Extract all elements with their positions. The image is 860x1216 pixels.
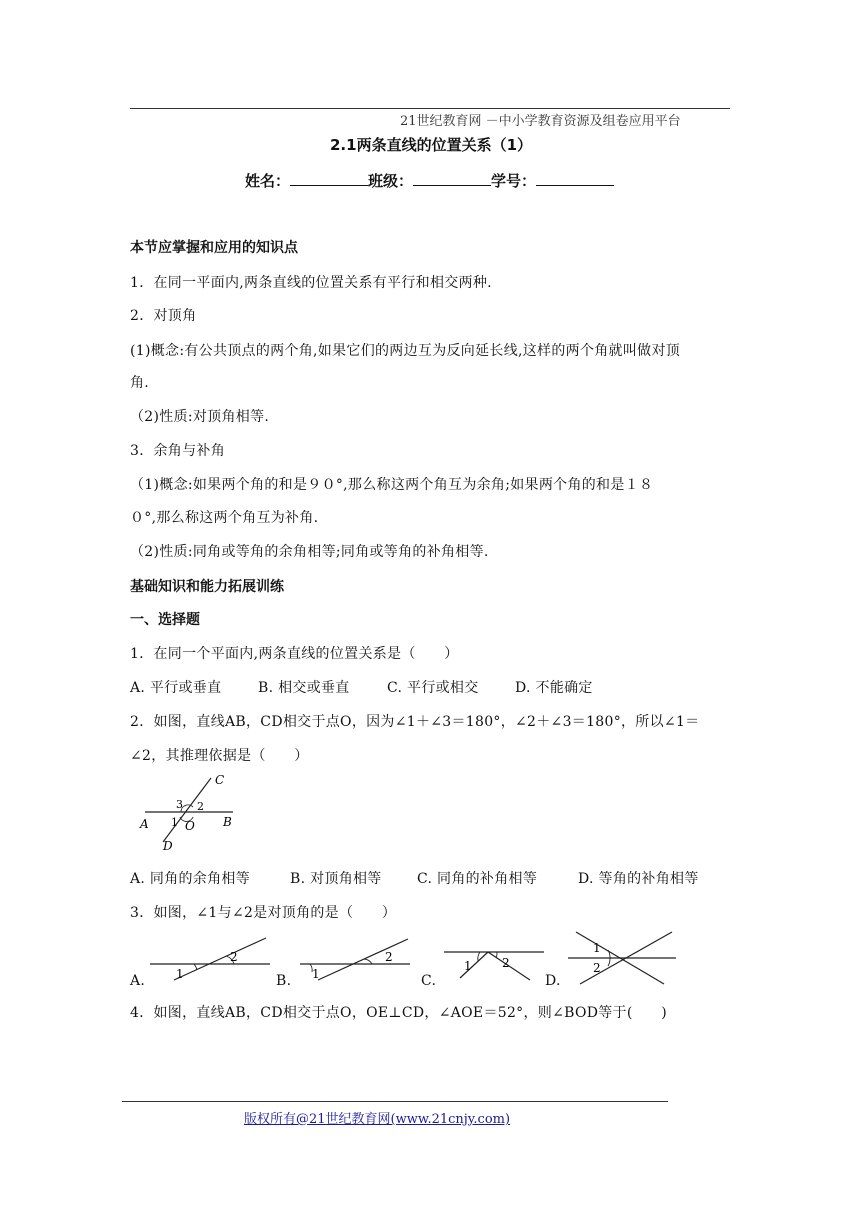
id-label: 学号：: [491, 172, 537, 190]
class-blank[interactable]: [413, 171, 491, 186]
q2-option-b[interactable]: B. 对顶角相等: [290, 871, 382, 887]
q3-stem: 3．如图，∠1与∠2是对顶角的是（ ）: [130, 905, 397, 921]
header-rule: [130, 108, 730, 109]
q2-label-2: 2: [197, 800, 204, 813]
q3-option-d[interactable]: D.: [545, 973, 561, 989]
q1-option-d[interactable]: D. 不能确定: [515, 680, 593, 696]
knowledge-line-8: ０°,那么称这两个角互为补角.: [130, 510, 319, 526]
section-choice: 一、选择题: [130, 612, 200, 628]
q3-option-a[interactable]: A.: [130, 973, 146, 989]
q1-option-b[interactable]: B. 相交或垂直: [258, 680, 350, 696]
q3b-label-1: 1: [312, 967, 320, 981]
knowledge-line-4: 角.: [130, 375, 150, 391]
q3c-label-2: 2: [502, 956, 510, 970]
q3d-label-2: 2: [593, 961, 601, 975]
q1-option-c[interactable]: C. 平行或相交: [387, 680, 479, 696]
q2-option-d[interactable]: D. 等角的补角相等: [578, 871, 699, 887]
knowledge-line-5: （2)性质:对顶角相等.: [130, 409, 270, 425]
name-blank[interactable]: [290, 171, 368, 186]
knowledge-line-2: 2．对顶角: [130, 308, 197, 324]
knowledge-line-3: (1)概念:有公共顶点的两个角,如果它们的两边互为反向延长线,这样的两个角就叫做对顶: [130, 343, 681, 359]
knowledge-heading: 本节应掌握和应用的知识点: [130, 240, 298, 256]
q2-label-d: D: [163, 839, 173, 852]
training-heading: 基础知识和能力拓展训练: [130, 579, 284, 595]
knowledge-line-7: （1)概念:如果两个角的和是９０°,那么称这两个角互为余角;如果两个角的和是１８: [130, 477, 654, 493]
q3d-label-1: 1: [593, 941, 601, 955]
q3c-label-1: 1: [464, 959, 472, 973]
q3-figure-b: [298, 934, 414, 984]
footer-rule: [122, 1101, 668, 1102]
q2-option-c[interactable]: C. 同角的补角相等: [417, 871, 538, 887]
page-title: 2.1两条直线的位置关系（1）: [330, 136, 533, 154]
q2-label-o: O: [185, 819, 195, 833]
q3a-label-2: 2: [230, 950, 238, 964]
q2-figure: [135, 772, 245, 852]
q4-stem: 4．如图，直线AB，CD相交于点O，OE⊥CD，∠AOE＝52°，则∠BOD等于( ): [130, 1005, 667, 1021]
student-info: [245, 170, 614, 191]
header-site: 21世纪教育网 －中小学教育资源及组卷应用平台: [400, 114, 681, 129]
q2-label-c: C: [215, 773, 225, 787]
name-label: 姓名：: [245, 172, 291, 190]
q2-label-a: A: [140, 817, 149, 831]
knowledge-line-9: （2)性质:同角或等角的余角相等;同角或等角的补角相等.: [130, 544, 489, 560]
q1-stem: 1．在同一个平面内,两条直线的位置关系是（ ）: [130, 646, 459, 662]
q2-label-3: 3: [176, 798, 183, 811]
q2-option-a[interactable]: A. 同角的余角相等: [130, 871, 251, 887]
q3-option-c[interactable]: C.: [421, 973, 437, 989]
q3-figure-c: [440, 938, 548, 984]
q1-option-a[interactable]: A. 平行或垂直: [130, 680, 222, 696]
q2-stem-line-1: 2．如图，直线AB，CD相交于点O，因为∠1＋∠3＝180°，∠2＋∠3＝180°，所以∠1＝: [130, 714, 700, 730]
q2-label-b: B: [223, 815, 232, 829]
id-blank[interactable]: [536, 171, 614, 186]
q3a-label-1: 1: [176, 967, 184, 981]
q3-figure-d: [566, 928, 678, 986]
q2-label-1: 1: [171, 816, 178, 829]
q3-option-b[interactable]: B.: [276, 973, 292, 989]
knowledge-line-6: 3．余角与补角: [130, 443, 226, 459]
q3-figure-a: [148, 934, 272, 984]
q2-stem-line-2: ∠2，其推理依据是（ ）: [130, 748, 309, 764]
footer-copyright[interactable]: 版权所有@21世纪教育网(www.21cnjy.com): [244, 1112, 511, 1127]
knowledge-line-1: 1．在同一平面内,两条直线的位置关系有平行和相交两种.: [130, 275, 492, 291]
class-label: 班级：: [368, 172, 414, 190]
q3b-label-2: 2: [385, 950, 393, 964]
